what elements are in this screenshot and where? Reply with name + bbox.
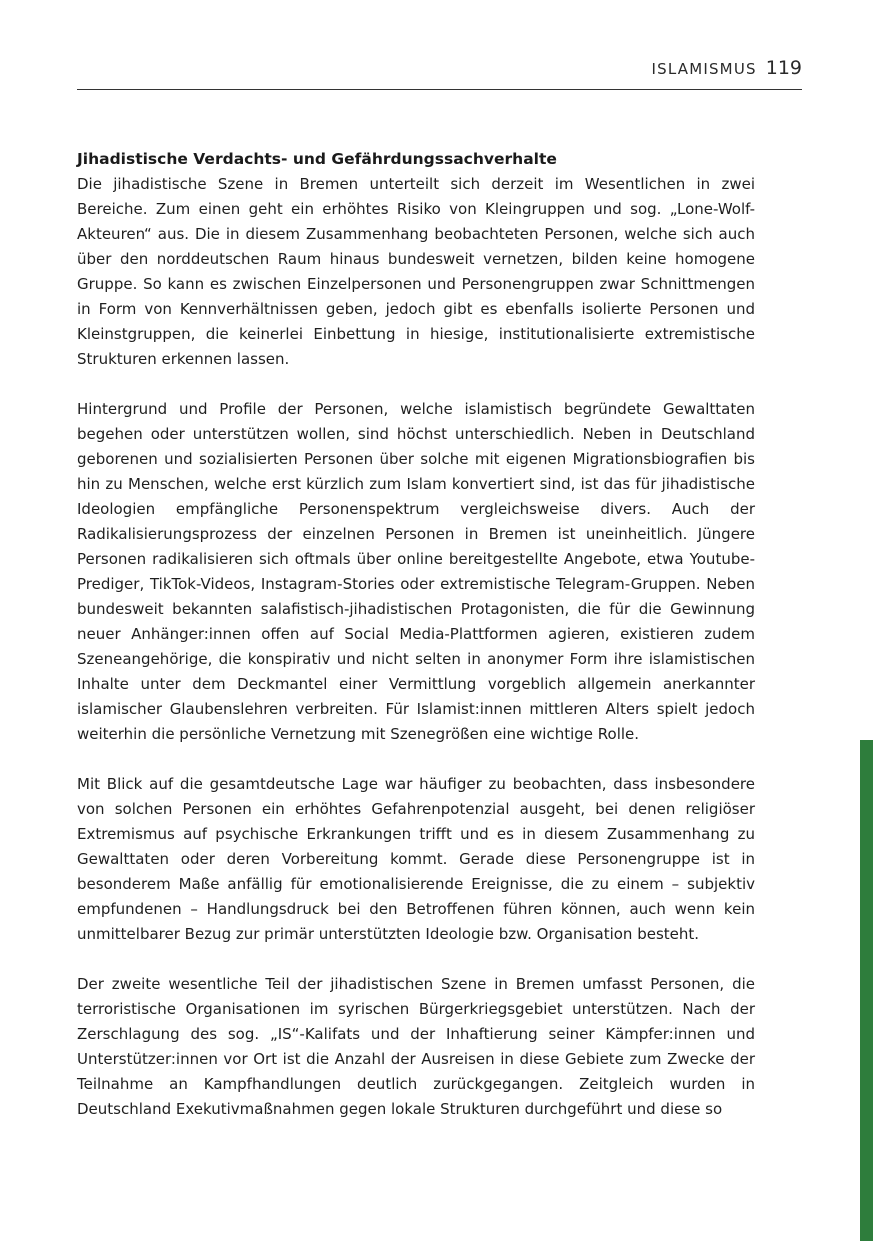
header-divider — [77, 89, 802, 90]
running-header — [651, 57, 802, 79]
page-number: 119 — [765, 57, 802, 79]
paragraph-4: Der zweite wesentliche Teil der jihadistischen Szene in Bremen umfasst Personen, die terroristische Organisationen im syrischen Bürgerkriegsgebiet unterstützen. Nach der Zerschlagung des sog. „IS“-Kalifats und der Inhaftierung seiner Kämpfer:innen und Unterstützer:innen vor Ort ist die Anzahl der Ausreisen in diese Gebiete zum Zwecke der Teilnahme an Kampfhandlungen deutlich zurückgegangen. Zeitgleich wurden in Deutschland Exekutivmaßnahmen gegen lokale Strukturen durchgeführt und diese so — [77, 975, 755, 1118]
paragraph-1: Die jihadistische Szene in Bremen unterteilt sich derzeit im Wesentlichen in zwei Bereiche. Zum einen geht ein erhöhtes Risiko von Kleingruppen und sog. „Lone-Wolf-Akteuren“ aus. Die in diesem Zusammenhang beobachteten Personen, welche sich auch über den norddeutschen Raum hinaus bundesweit vernetzen, bilden keine homogene Gruppe. So kann es zwischen Einzelpersonen und Personengruppen zwar Schnittmengen in Form von Kennverhältnissen geben, jedoch gibt es ebenfalls isolierte Personen und Kleinstgruppen, die keinerlei Einbettung in hiesige, institutionalisierte extremistische Strukturen erkennen lassen. — [77, 175, 755, 368]
section-name: ISLAMISMUS — [651, 60, 757, 78]
article-body — [77, 147, 755, 1147]
chapter-color-marker — [860, 740, 873, 1241]
paragraph-3: Mit Blick auf die gesamtdeutsche Lage war häufiger zu beobachten, dass insbesondere von solchen Personen ein erhöhtes Gefahrenpotenzial ausgeht, bei denen religiöser Extremismus auf psychische Erkrankungen trifft und es in diesem Zusammenhang zu Gewalttaten oder deren Vorbereitung kommt. Gerade diese Personengruppe ist in besonderem Maße anfällig für emotionalisierende Ereignisse, die zu einem – subjektiv empfundenen – Handlungsdruck bei den Betroffenen führen können, auch wenn kein unmittelbarer Bezug zur primär unterstützten Ideologie bzw. Organisation besteht. — [77, 775, 755, 943]
section-heading: Jihadistische Verdachts- und Gefährdungssachverhalte — [77, 150, 557, 168]
paragraph-2: Hintergrund und Profile der Personen, welche islamistisch begründete Gewalttaten begehen oder unterstützen wollen, sind höchst unterschiedlich. Neben in Deutschland geborenen und sozialisierten Personen über solche mit eigenen Migrationsbiografien bis hin zu Menschen, welche erst kürzlich zum Islam konvertiert sind, ist das für jihadistische Ideologien empfängliche Personenspektrum vergleichsweise divers. Auch der Radikalisierungsprozess der einzelnen Personen in Bremen ist uneinheitlich. Jüngere Personen radikalisieren sich oftmals über online bereitgestellte Angebote, etwa Youtube-Prediger, TikTok-Videos, Instagram-Stories oder extremistische Telegram-Gruppen. Neben bundesweit bekannten salafistisch-jihadistischen Protagonisten, die für die Gewinnung neuer Anhänger:innen offen auf Social Media-Plattformen agieren, existieren zudem Szeneangehörige, die konspirativ und nicht selten in anonymer Form ihre islamistischen Inhalte unter dem Deckmantel einer Vermittlung vorgeblich allgemein anerkannter islamischer Glaubenslehren verbreiten. Für Islamist:innen mittleren Alters spielt jedoch weiterhin die persönliche Vernetzung mit Szenegrößen eine wichtige Rolle. — [77, 400, 755, 743]
